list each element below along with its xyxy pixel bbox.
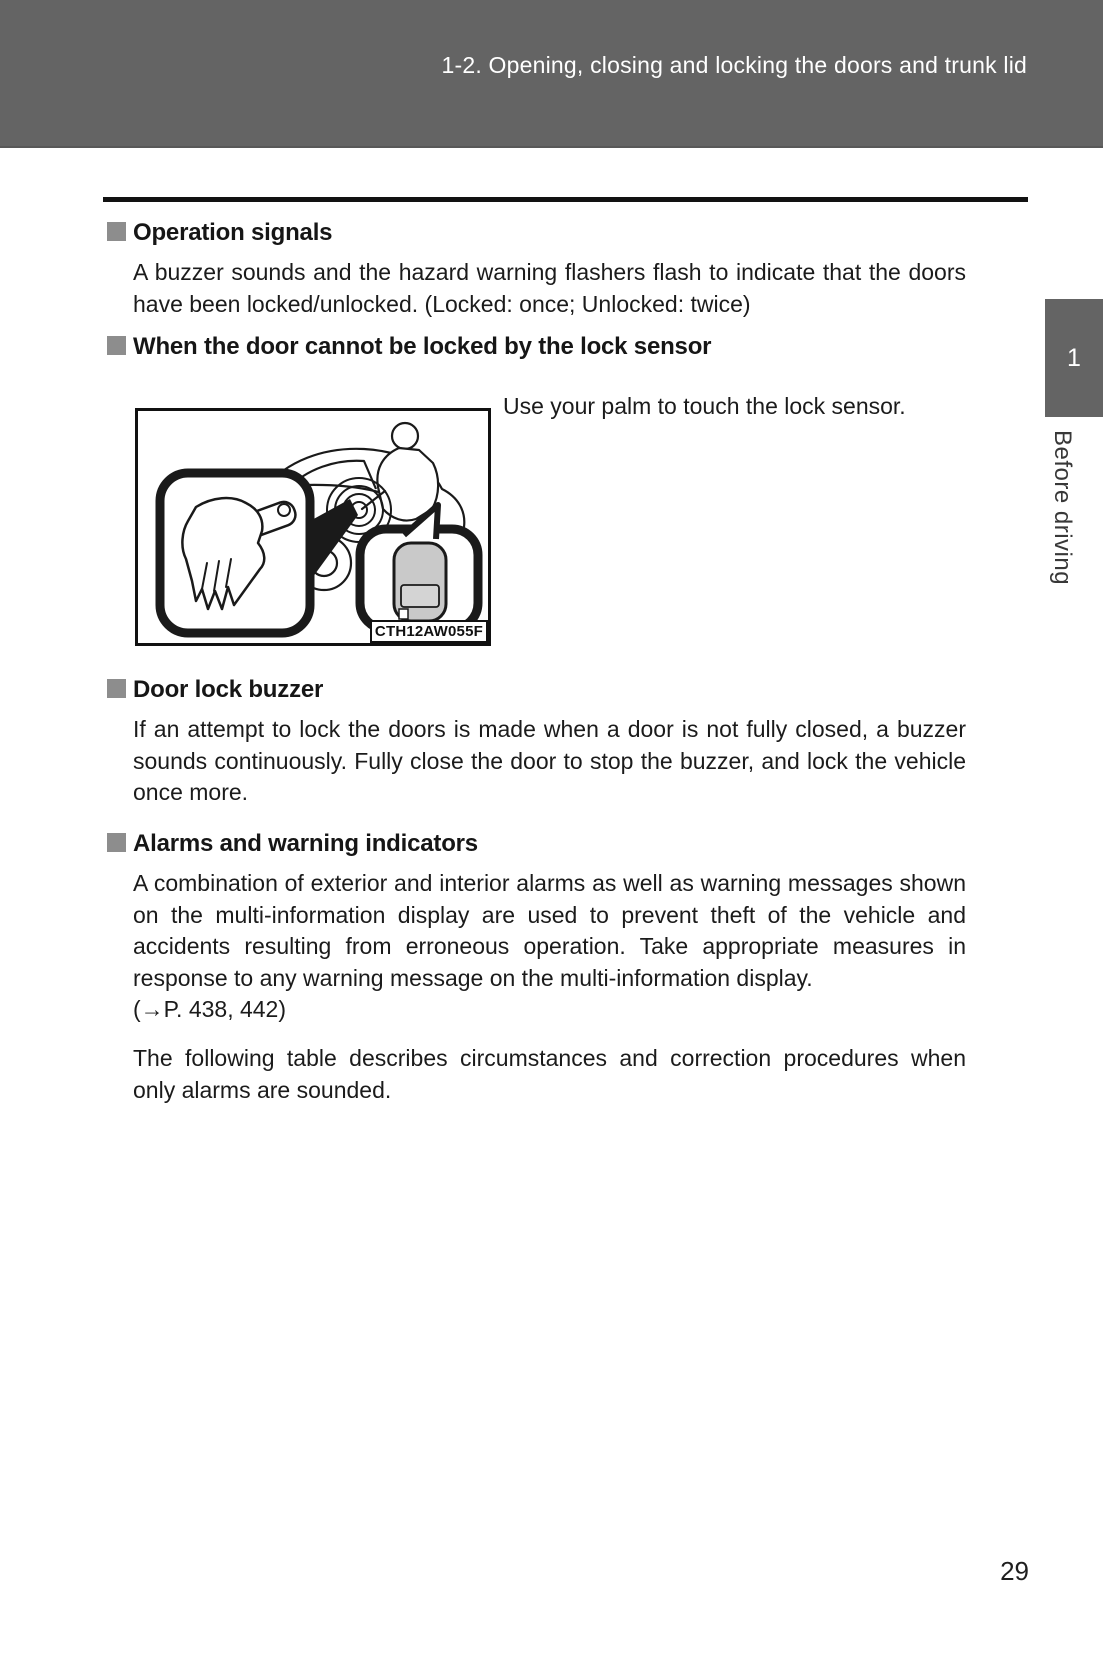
chapter-number: 1 [1067, 343, 1081, 372]
figure-illustration [138, 411, 488, 643]
page-reference: (→P. 438, 442) [133, 996, 287, 1022]
section-heading-label: Alarms and warning indicators [133, 830, 478, 857]
key-fob-drawing [394, 543, 446, 621]
square-bullet-icon [107, 336, 126, 355]
lock-sensor-figure [135, 408, 491, 646]
paragraph-door-lock-buzzer: If an attempt to lock the doors is made when a door is not fully closed, a buzzer sounds continuously. Fully close the door to stop the buzzer, and lock the vehicle once more. [133, 716, 966, 806]
page-header-band [0, 0, 1103, 148]
chapter-label-vertical: Before driving [1049, 430, 1076, 586]
figure-code-label: CTH12AW055F [370, 620, 488, 643]
page-number: 29 [1000, 1556, 1029, 1586]
section-heading-door-lock-buzzer [107, 676, 323, 704]
section-heading-alarms [107, 830, 478, 858]
chapter-section-title: 1-2. Opening, closing and locking the doors and trunk lid [441, 52, 1027, 78]
section-heading-label: Operation signals [133, 219, 333, 246]
hand-callout [160, 473, 310, 633]
paragraph-alarms: A combination of exterior and interior alarms as well as warning messages shown on the multi-information display are used to prevent theft of the vehicle and accidents resulting from erroneous operation. Take appropriate measures in response to any warning message on the multi-information display. [133, 870, 966, 991]
section-heading-label: Door lock buzzer [133, 676, 324, 703]
paragraph-alarms-table-intro: The following table describes circumstances and correction procedures when only alarms are sounded. [133, 1045, 966, 1103]
section-heading-lock-sensor [107, 333, 711, 361]
paragraph-operation-signals: A buzzer sounds and the hazard warning flashers flash to indicate that the doors have been locked/unlocked. (Locked: once; Unlocked: twice) [133, 259, 966, 317]
figure-caption: Use your palm to touch the lock sensor. [503, 393, 906, 419]
section-heading-label: When the door cannot be locked by the lock sensor [133, 333, 712, 360]
chapter-tab [1045, 299, 1103, 417]
section-heading-operation-signals [107, 219, 332, 247]
square-bullet-icon [107, 222, 126, 241]
header-rule [103, 197, 1028, 202]
square-bullet-icon [107, 833, 126, 852]
square-bullet-icon [107, 679, 126, 698]
